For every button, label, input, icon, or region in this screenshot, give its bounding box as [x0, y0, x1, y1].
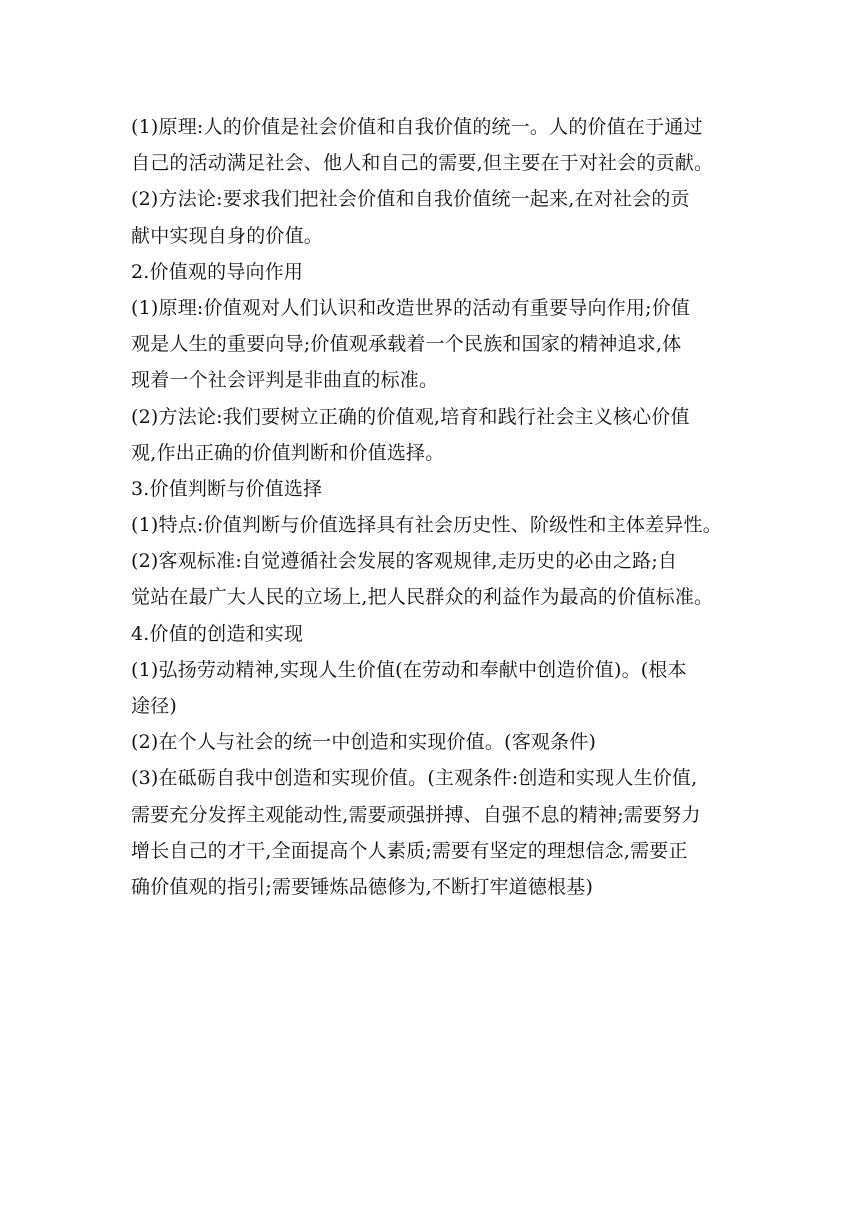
section-heading: 2.价值观的导向作用 — [131, 260, 304, 283]
section-heading: 3.价值判断与价值选择 — [131, 477, 323, 500]
text-line: (1)特点:价值判断与价值选择具有社会历史性、阶级性和主体差异性。 — [131, 514, 722, 537]
text-line: (2)在个人与社会的统一中创造和实现价值。(客观条件) — [131, 731, 597, 754]
text-line: (2)客观标准:自觉遵循社会发展的客观规律,走历史的必由之路;自 — [131, 550, 678, 573]
text-line: 自己的活动满足社会、他人和自己的需要,但主要在于对社会的贡献。 — [131, 152, 714, 175]
text-line: 觉站在最广大人民的立场上,把人民群众的利益作为最高的价值标准。 — [131, 586, 714, 609]
text-line: 增长自己的才干,全面提高个人素质;需要有坚定的理想信念,需要正 — [131, 839, 688, 862]
section-heading: 4.价值的创造和实现 — [131, 622, 304, 645]
document-body — [131, 109, 751, 905]
text-line: (1)原理:人的价值是社会价值和自我价值的统一。人的价值在于通过 — [131, 116, 703, 138]
text-line: (3)在砥砺自我中创造和实现价值。(主观条件:创造和实现人生价值, — [131, 767, 698, 790]
text-line: 现着一个社会评判是非曲直的标准。 — [131, 369, 439, 392]
text-line: 途径) — [131, 695, 178, 717]
text-line: 需要充分发挥主观能动性,需要顽强拼搏、自强不息的精神;需要努力 — [131, 803, 701, 826]
text-line: (2)方法论:要求我们把社会价值和自我价值统一起来,在对社会的贡 — [131, 188, 690, 211]
text-line: (1)弘扬劳动精神,实现人生价值(在劳动和奉献中创造价值)。(根本 — [131, 658, 687, 681]
text-line: (1)原理:价值观对人们认识和改造世界的活动有重要导向作用;价值 — [131, 296, 691, 319]
text-line: (2)方法论:我们要树立正确的价值观,培育和践行社会主义核心价值 — [131, 405, 690, 428]
text-line: 观是人生的重要向导;价值观承载着一个民族和国家的精神追求,体 — [131, 333, 682, 356]
text-line: 观,作出正确的价值判断和价值选择。 — [131, 441, 445, 464]
text-line: 确价值观的指引;需要锤炼品德修为,不断打牢道德根基) — [131, 875, 594, 898]
text-line: 献中实现自身的价值。 — [131, 224, 324, 247]
